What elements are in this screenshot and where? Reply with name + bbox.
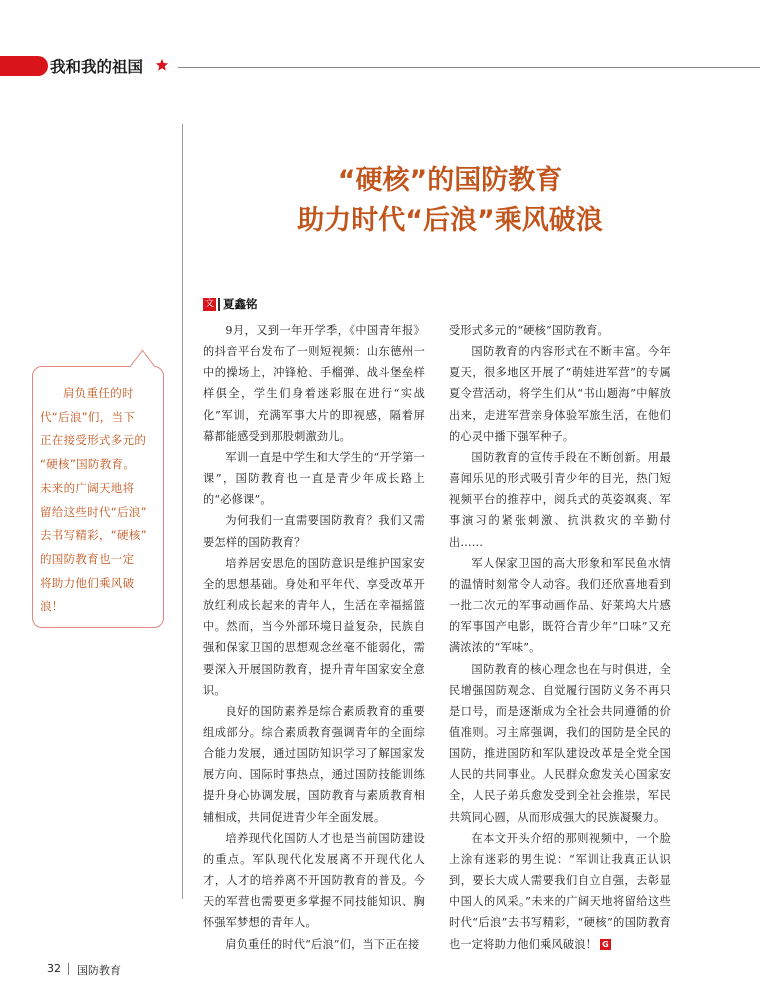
paragraph: 培养现代化国防人才也是当前国防建设的重点。军队现代化发展离不开现代化人才，人才的培养离不开国防教育的普及。今天的军营也需要更多掌握不同技能知识、胸怀强军梦想的青年人。 — [203, 831, 425, 930]
article-title-line-2: 助力时代“后浪”乘风破浪 — [297, 205, 603, 236]
pull-quote-line: 代“后浪”们，当下 — [40, 409, 136, 424]
paragraph: 为何我们一直需要国防教育？我们又需要怎样的国防教育？ — [203, 514, 425, 549]
pull-quote-line: 的国防教育也一定 — [40, 551, 135, 566]
paragraph: 国防教育的宣传手段在不断创新。用最喜闻乐见的形式吸引青少年的目光，热门短视频平台的推荐中，阅兵式的英姿飒爽、军事演习的紧张刺激、抗洪救灾的辛勤付出…… — [449, 450, 671, 549]
author-badge: 文 — [204, 299, 214, 309]
author-name: 夏鑫铭 — [223, 297, 258, 311]
paragraph-final-text: 在本文开头介绍的那则视频中，一个脸上涂有迷彩的男生说：“军训让我真正认识到，要长大成人需要我们自立自强，去彰显中国人的风采。”未来的广阔天地将留给这些时代“后浪”去书写精彩，“硬核”的国防教育也一定将助力他们乘风破浪！ — [449, 831, 671, 951]
article-column-left — [203, 320, 425, 955]
pull-quote-line: “硬核”国防教育。 — [40, 457, 136, 472]
pull-quote-line: 正在接受形式多元的 — [40, 433, 147, 448]
pull-quote-line: 留给这些时代“后浪” — [40, 504, 147, 519]
pull-quote-line: 浪！ — [40, 599, 64, 614]
pull-quote-line: 将助力他们乘风破 — [40, 575, 135, 590]
pull-quote-line: 未来的广阔天地将 — [40, 480, 135, 495]
paragraph-continued: 受形式多元的“硬核”国防教育。 — [449, 324, 609, 337]
page-number: 32 — [47, 962, 61, 975]
article-title-line-1: “硬核”的国防教育 — [337, 165, 563, 196]
paragraph-final — [449, 828, 671, 955]
end-mark-icon: G — [600, 939, 611, 950]
paragraph: 培养居安思危的国防意识是维护国家安全的思想基础。身处和平年代、享受改革开放红利成长起来的青年人，生活在幸福摇篮中。然而，当今外部环境日益复杂，民族自强和保家卫国的思想观念丝毫不能弱化，需要深入开展国防教育，提升青年国家安全意识。 — [203, 556, 425, 697]
author-separator — [218, 298, 220, 311]
paragraph: 军训一直是中学生和大学生的“开学第一课”，国防教育也一直是青少年成长路上的“必修课”。 — [203, 450, 425, 507]
paragraph: 良好的国防素养是综合素质教育的重要组成部分。综合素质教育强调青年的全面综合能力发展，通过国防知识学习了解国家发展方向、国际时事热点，通过国防技能训练提升身心协调发展，国防教育与素质教育相辅相成，共同促进青少年全面发展。 — [203, 704, 425, 824]
paragraph: 国防教育的核心理念也在与时俱进，全民增强国防观念、自觉履行国防义务不再只是口号，而是逐渐成为全社会共同遵循的价值准则。习主席强调，我们的国防是全民的国防，推进国防和军队建设改革是全党全国人民的共同事业。人民群众愈发关心国家安全，人民子弟兵愈发受到全社会推崇，军民共筑同心圆，从而形成强大的民族凝聚力。 — [449, 662, 671, 824]
paragraph: 肩负重任的时代“后浪”们，当下正在接 — [225, 937, 420, 951]
section-tab-bar — [0, 56, 48, 76]
magazine-title: 国防教育 — [77, 964, 121, 977]
star-icon — [155, 58, 169, 72]
column-divider — [182, 124, 183, 899]
paragraph: 9月，又到一年开学季，《中国青年报》的抖音平台发布了一则短视频：山东德州一中的操场上，冲锋枪、手榴弹、战斗堡垒样样俱全，学生们身着迷彩服在进行“实战化”军训，充满军事大片的即视感，隔着屏幕都能感受到那股刺激劲儿。 — [203, 324, 425, 443]
section-title: 我和我的祖国 — [50, 58, 144, 76]
paragraph: 国防教育的内容形式在不断丰富。今年夏天，很多地区开展了“萌娃进军营”的专属夏令营活动，将学生们从“书山题海”中解放出来，走进军营亲身体验军旅生活，在他们的心灵中播下强军种子。 — [449, 345, 671, 443]
pull-quote-line: 去书写精彩，“硬核” — [40, 528, 147, 543]
header-rule — [178, 67, 760, 68]
footer-separator — [68, 963, 69, 975]
paragraph: 军人保家卫国的高大形象和军民鱼水情的温情时刻常令人动容。我们还欣喜地看到一批二次元的军事动画作品、好莱坞大片感的军事国产电影，既符合青少年“口味”又充满浓浓的“军味”。 — [449, 556, 671, 655]
article-column-right — [449, 320, 671, 955]
pull-quote-text — [40, 382, 156, 619]
pull-quote-line: 肩负重任的时 — [63, 386, 134, 400]
